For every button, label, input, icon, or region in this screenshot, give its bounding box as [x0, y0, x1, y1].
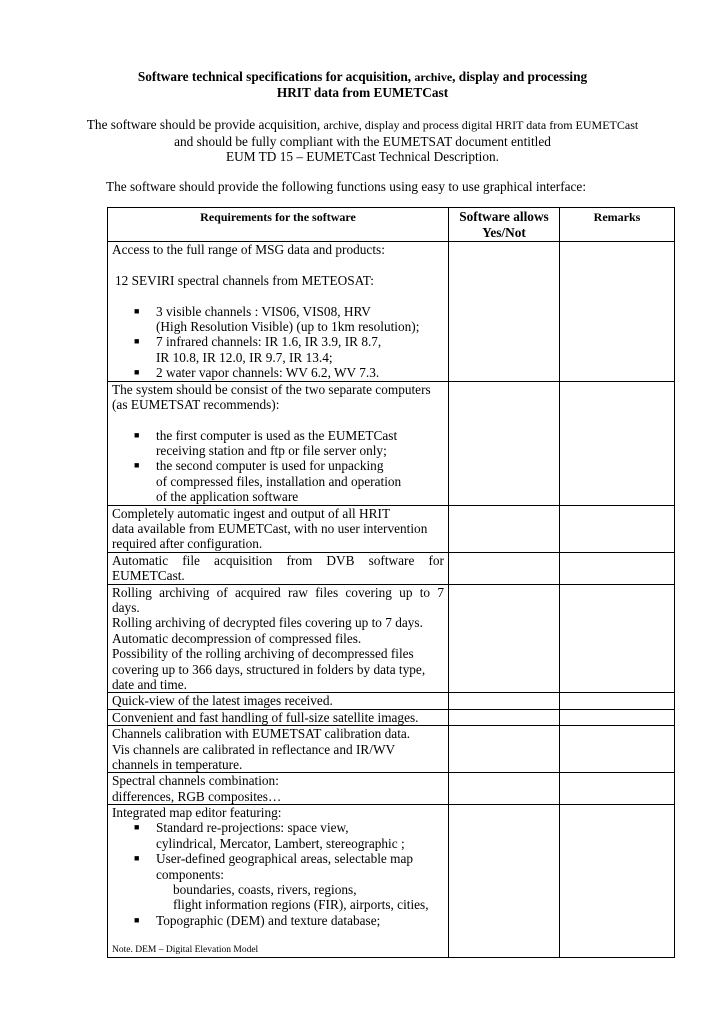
bullet-item — [112, 458, 444, 473]
table-row — [108, 773, 675, 805]
requirement-line — [112, 568, 444, 583]
line-text: the second computer is used for unpacking — [156, 458, 384, 474]
requirement-line — [112, 397, 444, 412]
bullet-item — [112, 304, 444, 319]
requirement-cell — [108, 552, 449, 584]
requirement-line — [112, 319, 444, 334]
software-allows-cell[interactable] — [449, 505, 560, 552]
intro-line1-small: archive, display and process digital HRIT data from EUMETCast — [323, 118, 639, 132]
requirements-table — [107, 207, 675, 958]
remarks-cell[interactable] — [560, 552, 675, 584]
software-allows-cell[interactable] — [449, 805, 560, 958]
intro-line2: and should be fully compliant with the EUMETSAT document entitled — [174, 133, 551, 149]
table-header-row — [108, 208, 675, 242]
intro-line3: EUM TD 15 – EUMETCast Technical Description. — [226, 149, 499, 164]
line-text: days. — [112, 599, 140, 615]
requirement-cell — [108, 693, 449, 709]
line-text: Quick-view of the latest images received. — [112, 693, 333, 709]
line-text: Rolling archiving of acquired raw files covering up to 7 — [112, 584, 444, 600]
square-bullet-icon: ■ — [134, 853, 140, 864]
line-text: IR 10.8, IR 12.0, IR 9.7, IR 13.4; — [156, 349, 333, 365]
requirement-cell — [108, 726, 449, 773]
requirement-line — [112, 897, 444, 912]
remarks-cell[interactable] — [560, 584, 675, 693]
table-row — [108, 552, 675, 584]
remarks-cell[interactable] — [560, 726, 675, 773]
requirement-line — [112, 757, 444, 772]
line-text: Automatic decompression of compressed files. — [112, 630, 362, 646]
requirement-line — [112, 474, 444, 489]
line-text: Automatic file acquisition from DVB software for — [112, 552, 444, 568]
software-allows-cell[interactable] — [449, 381, 560, 505]
title-line1-end: , display and processing — [452, 69, 588, 84]
line-text: flight information regions (FIR), airports, cities, — [173, 897, 429, 913]
bullet-item — [112, 820, 444, 835]
software-allows-cell[interactable] — [449, 242, 560, 382]
line-text: User-defined geographical areas, selectable map — [156, 851, 414, 867]
requirement-line — [112, 773, 444, 788]
bullet-item — [112, 334, 444, 349]
requirement-line — [112, 443, 444, 458]
line-text: Access to the full range of MSG data and products: — [112, 242, 385, 257]
table-row — [108, 242, 675, 382]
requirement-line — [112, 646, 444, 661]
requirement-cell — [108, 805, 449, 958]
line-text: components: — [156, 866, 224, 882]
title-line1-archive: archive — [414, 70, 453, 84]
table-row — [108, 505, 675, 552]
software-allows-cell[interactable] — [449, 726, 560, 773]
line-text: EUMETCast. — [112, 568, 185, 584]
requirement-line — [112, 489, 444, 504]
requirement-cell — [108, 505, 449, 552]
remarks-cell[interactable] — [560, 709, 675, 725]
requirement-line — [112, 257, 444, 272]
line-text: required after configuration. — [112, 536, 263, 552]
requirement-line — [112, 742, 444, 757]
line-text: receiving station and ftp or file server only; — [156, 443, 387, 459]
line-text: (as EUMETSAT recommends): — [112, 396, 280, 412]
requirement-cell — [108, 773, 449, 805]
square-bullet-icon: ■ — [134, 305, 140, 316]
table-row — [108, 381, 675, 505]
requirement-line — [112, 585, 444, 600]
requirement-line — [112, 805, 444, 820]
line-text: differences, RGB composites… — [112, 788, 282, 804]
requirement-line — [112, 631, 444, 646]
remarks-cell[interactable] — [560, 381, 675, 505]
header-allows-line1: Software allows — [459, 209, 549, 224]
requirement-line — [112, 273, 444, 288]
table-row — [108, 693, 675, 709]
software-allows-cell[interactable] — [449, 584, 560, 693]
header-remarks: Remarks — [560, 208, 675, 242]
requirement-line — [112, 412, 444, 427]
requirement-cell — [108, 584, 449, 693]
software-allows-cell[interactable] — [449, 773, 560, 805]
requirement-cell — [108, 242, 449, 382]
table-row — [108, 726, 675, 773]
requirement-line — [112, 867, 444, 882]
line-text: of the application software — [156, 489, 299, 505]
software-allows-cell[interactable] — [449, 709, 560, 725]
title-line2: HRIT data from EUMETCast — [276, 85, 449, 100]
line-text: 7 infrared channels: IR 1.6, IR 3.9, IR 8.7, — [156, 334, 382, 350]
square-bullet-icon: ■ — [134, 336, 140, 347]
line-text: Completely automatic ingest and output of all HRIT — [112, 505, 391, 521]
header-allows-line2: Yes/Not — [482, 225, 526, 240]
bullet-item — [112, 365, 444, 380]
line-text: the first computer is used as the EUMETCast — [156, 427, 398, 443]
requirement-line — [112, 382, 444, 397]
software-allows-cell[interactable] — [449, 552, 560, 584]
line-text: boundaries, coasts, rivers, regions, — [173, 882, 357, 898]
remarks-cell[interactable] — [560, 773, 675, 805]
line-text: of compressed files, installation and operation — [156, 473, 402, 489]
table-row — [108, 584, 675, 693]
requirement-line — [112, 662, 444, 677]
requirement-line — [112, 928, 444, 943]
line-text: cylindrical, Mercator, Lambert, stereographic ; — [156, 835, 405, 851]
line-text: Topographic (DEM) and texture database; — [156, 912, 381, 928]
line-text: 2 water vapor channels: WV 6.2, WV 7.3. — [156, 365, 380, 381]
intro-paragraph — [0, 117, 725, 165]
remarks-cell[interactable] — [560, 505, 675, 552]
line-text: Channels calibration with EUMETSAT calibration data. — [112, 726, 411, 742]
requirement-line — [112, 600, 444, 615]
line-text: Note. DEM – Digital Elevation Model — [112, 944, 259, 955]
intro-line1: The software should be provide acquisition, — [86, 117, 324, 132]
requirement-line — [112, 882, 444, 897]
line-text: Convenient and fast handling of full-size satellite images. — [112, 709, 419, 725]
remarks-cell[interactable] — [560, 693, 675, 709]
square-bullet-icon: ■ — [134, 367, 140, 378]
bullet-item — [112, 913, 444, 928]
square-bullet-icon: ■ — [134, 914, 140, 925]
square-bullet-icon: ■ — [134, 822, 140, 833]
table-row — [108, 709, 675, 725]
requirement-line — [112, 521, 444, 536]
requirement-line — [112, 710, 444, 725]
requirement-line — [112, 506, 444, 521]
requirement-cell — [108, 709, 449, 725]
requirement-line — [112, 553, 444, 568]
line-text: 3 visible channels : VIS06, VIS08, HRV — [156, 303, 371, 319]
bullet-item — [112, 851, 444, 866]
line-text: 12 SEVIRI spectral channels from METEOSAT: — [115, 272, 374, 288]
line-text: covering up to 366 days, structured in folders by data type, — [112, 661, 426, 677]
square-bullet-icon: ■ — [134, 460, 140, 471]
document-title — [0, 69, 725, 101]
lead-sentence: The software should provide the following functions using easy to use graphical interface: — [106, 179, 587, 194]
line-text: Spectral channels combination: — [112, 773, 279, 789]
square-bullet-icon: ■ — [134, 429, 140, 440]
table-row — [108, 805, 675, 958]
requirement-line — [112, 693, 444, 708]
line-text: Vis channels are calibrated in reflectance and IR/WV — [112, 741, 396, 757]
line-text: The system should be consist of the two separate computers — [112, 381, 431, 397]
requirement-line — [112, 288, 444, 303]
line-text: date and time. — [112, 676, 187, 692]
title-line1: Software technical specifications for acquisition, — [137, 69, 415, 84]
note-text — [112, 944, 444, 957]
requirement-line — [112, 677, 444, 692]
line-text: Integrated map editor featuring: — [112, 805, 282, 821]
remarks-cell[interactable] — [560, 805, 675, 958]
line-text: Standard re-projections: space view, — [156, 820, 349, 836]
requirement-line — [112, 242, 444, 257]
software-allows-cell[interactable] — [449, 693, 560, 709]
remarks-cell[interactable] — [560, 242, 675, 382]
requirement-line — [112, 536, 444, 551]
requirement-line — [112, 726, 444, 741]
header-software-allows — [449, 208, 560, 242]
line-text: channels in temperature. — [112, 756, 243, 772]
header-requirements: Requirements for the software — [108, 208, 449, 242]
bullet-item — [112, 428, 444, 443]
requirement-line — [112, 615, 444, 630]
requirement-cell — [108, 381, 449, 505]
requirement-line — [112, 789, 444, 804]
line-text: Rolling archiving of decrypted files covering up to 7 days. — [112, 615, 423, 631]
line-text: Possibility of the rolling archiving of decompressed files — [112, 646, 414, 662]
requirement-line — [112, 350, 444, 365]
requirement-line — [112, 836, 444, 851]
line-text: (High Resolution Visible) (up to 1km resolution); — [156, 318, 420, 334]
line-text: data available from EUMETCast, with no user intervention — [112, 521, 428, 537]
